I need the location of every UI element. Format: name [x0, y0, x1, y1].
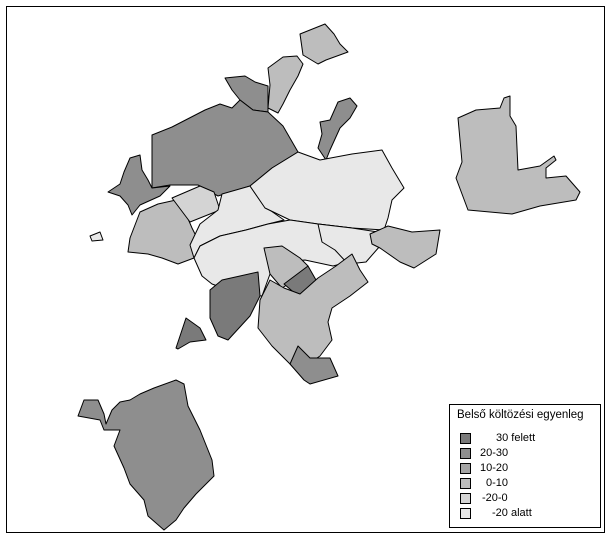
district-islet	[90, 232, 103, 241]
legend-label: 0-10	[486, 477, 509, 489]
legend-label: -20 alatt	[492, 507, 532, 519]
legend-swatch	[460, 463, 471, 474]
district-southwest-small	[176, 318, 206, 349]
legend-item-minus20-0	[460, 493, 590, 505]
legend-item-10-20	[460, 463, 590, 475]
legend-label: -20-0	[482, 492, 508, 504]
legend-title: Belső költözési egyenleg	[457, 409, 584, 421]
district-northeast-peak	[318, 98, 357, 160]
legend-label: 30 felett	[496, 432, 536, 444]
district-north-top	[300, 24, 348, 64]
legend-item-minus20-alatt	[460, 508, 590, 520]
legend-swatch	[460, 448, 471, 459]
legend-label: 10-20	[480, 462, 509, 474]
district-east-spur	[370, 226, 440, 268]
district-far-east	[456, 96, 580, 214]
map-legend	[449, 404, 601, 528]
legend-swatch	[460, 493, 471, 504]
legend-item-20-30	[460, 448, 590, 460]
legend-label: 20-30	[480, 447, 509, 459]
district-southwest-large	[78, 380, 214, 530]
legend-item-0-10	[460, 478, 590, 490]
legend-item-30-felett	[460, 433, 590, 445]
legend-swatch	[460, 508, 471, 519]
district-north-upper	[268, 56, 303, 113]
legend-swatch	[460, 433, 471, 444]
legend-swatch	[460, 478, 471, 489]
